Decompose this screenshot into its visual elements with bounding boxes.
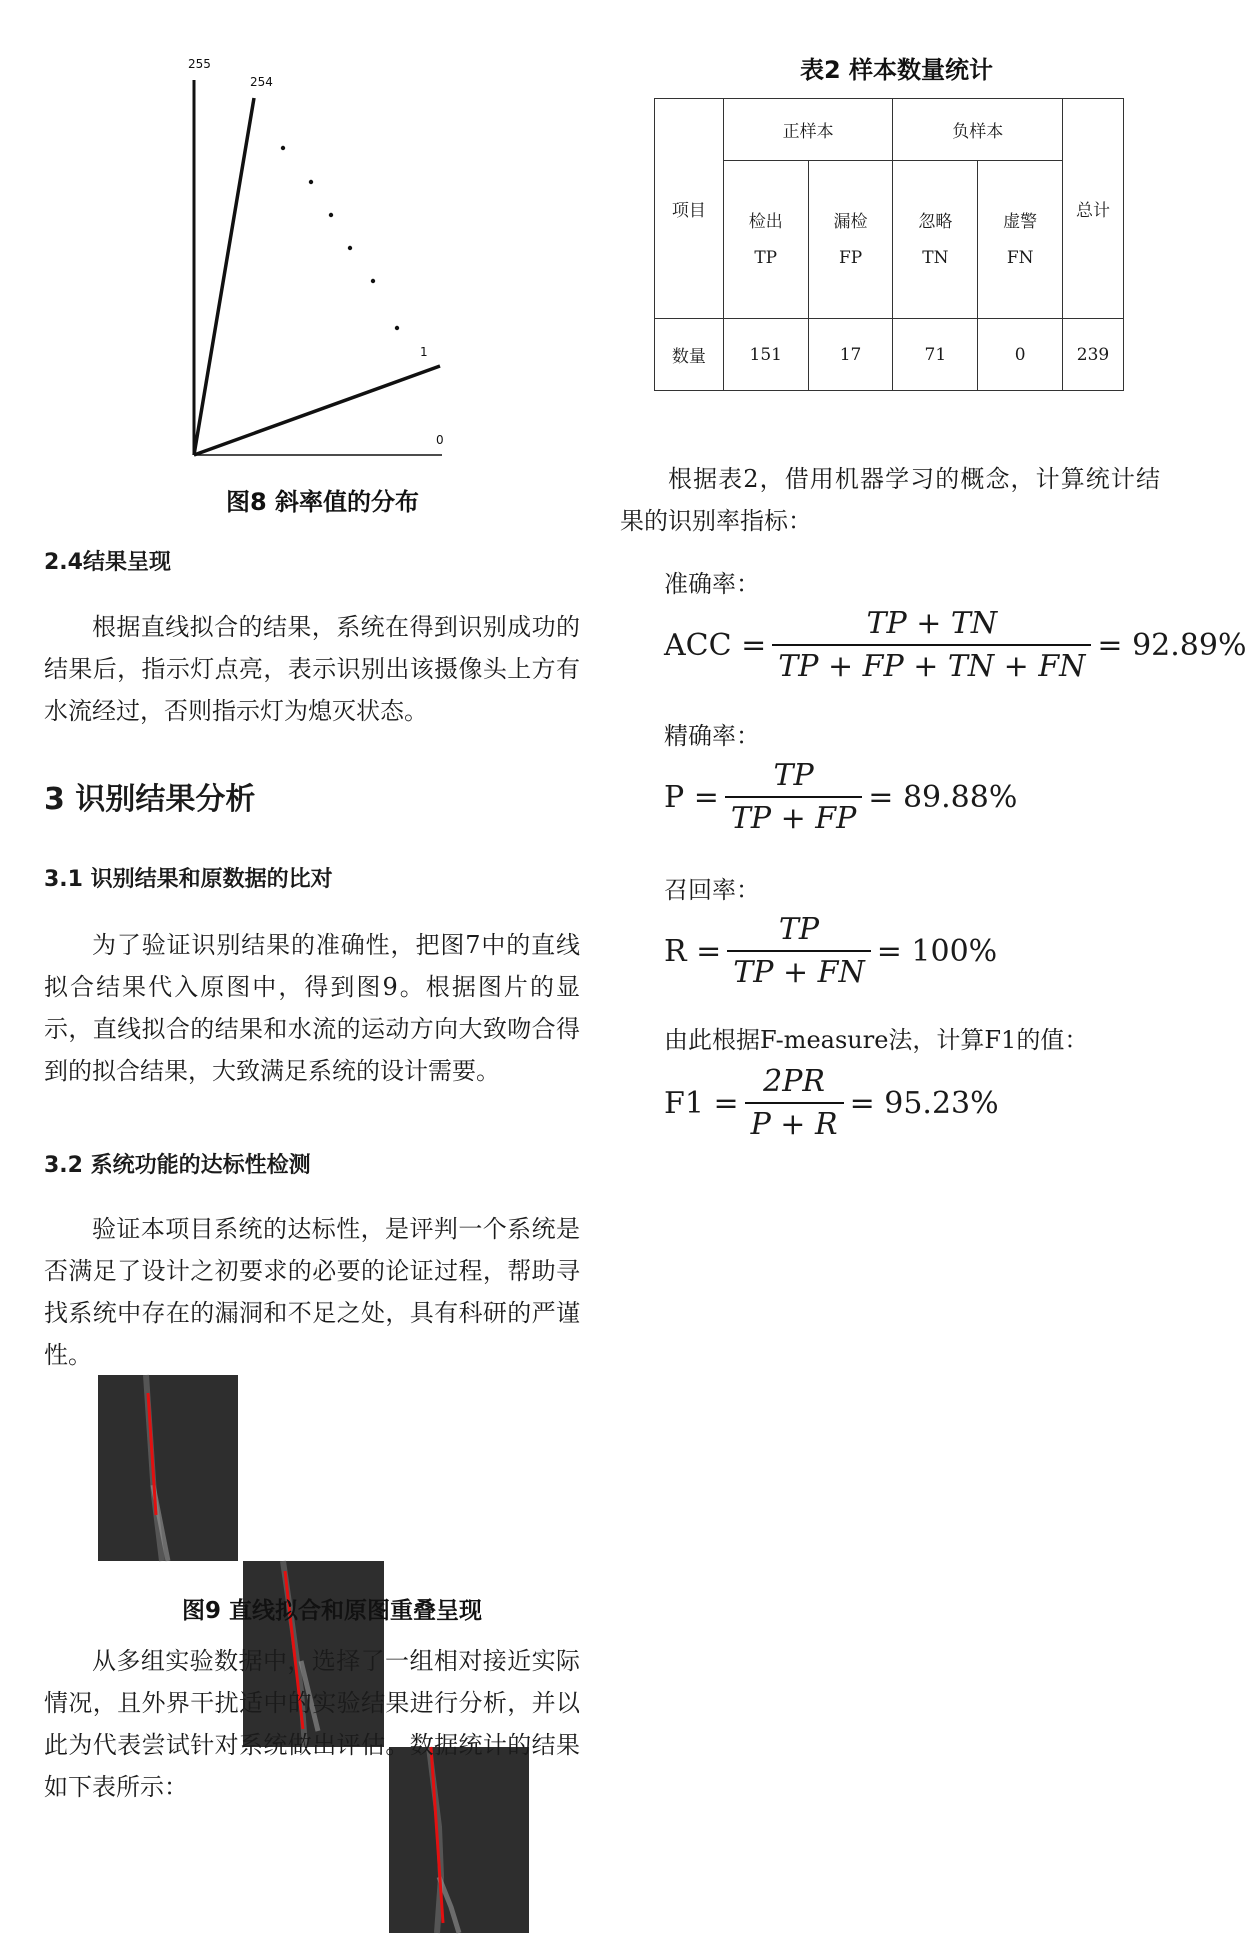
cell-total: 239 [1063,319,1124,391]
figure9-caption: 图9 直线拟合和原图重叠呈现 [182,1598,483,1624]
fraction [725,758,862,836]
formula-lhs: P = [664,779,719,815]
col-header: 漏检 FP [808,161,893,319]
col-header: 虚警 FN [978,161,1063,319]
denominator: P + R [745,1102,844,1142]
table2 [654,98,1124,391]
fraction [745,1064,844,1142]
cell-fn: 0 [978,319,1063,391]
dot [309,180,313,184]
formula-result: = 89.88% [868,779,1018,815]
dot [329,213,333,217]
line-254 [194,98,254,455]
formula-lhs: F1 = [664,1085,739,1121]
fraction [727,912,870,990]
header-item: 项目 [655,99,724,319]
accuracy-formula [664,606,1246,684]
section-3-heading: 3 识别结果分析 [44,782,256,817]
formula-result: = 95.23% [849,1085,999,1121]
cell-tp: 151 [723,319,808,391]
denominator: TP + FP [725,796,862,836]
numerator: TP [773,758,814,793]
formula-result: = 92.89% [1097,627,1246,663]
recall-formula [664,912,997,990]
dot [395,326,399,330]
dot [281,146,285,150]
label-0: 0 [436,433,444,447]
figure8-caption: 图8 斜率值的分布 [226,488,420,516]
precision-formula [664,758,1017,836]
cell-tn: 71 [893,319,978,391]
paragraph-after-figure9: 从多组实验数据中，选择了一组相对接近实际情况，且外界干扰适中的实验结果进行分析，并以此为代表尝试针对系统做出评估。数据统计的结果如下表所示： [44,1647,580,1801]
right-paragraph: 根据表2，借用机器学习的概念，计算统计结果的识别率指标： [620,465,1160,535]
numerator: TP [778,912,820,947]
dot [348,246,352,250]
section-2-4-heading: 2.4结果呈现 [44,550,171,575]
col-header: 检出 TP [723,161,808,319]
f1-intro: 由此根据F-measure法，计算F1的值： [664,1026,1089,1054]
numerator: TP + TN [866,606,998,641]
header-total: 总计 [1063,99,1124,319]
cell-fp: 17 [808,319,893,391]
header-positive: 正样本 [723,99,893,161]
figure8-slope-plot [180,50,460,470]
precision-label: 精确率： [664,722,760,750]
fraction [772,606,1091,684]
table2-caption: 表2 样本数量统计 [800,56,994,84]
section-3-2-paragraph: 验证本项目系统的达标性，是评判一个系统是否满足了设计之初要求的必要的论证过程，帮助寻找系统中存在的漏洞和不足之处，具有科研的严谨性。 [44,1215,580,1369]
line-1 [194,366,440,455]
row-label: 数量 [655,319,724,391]
section-2-4-paragraph: 根据直线拟合的结果，系统在得到识别成功的结果后，指示灯点亮，表示识别出该摄像头上方有水流经过，否则指示灯为熄灭状态。 [44,613,580,725]
header-negative: 负样本 [893,99,1063,161]
section-3-1-heading: 3.1 识别结果和原数据的比对 [44,867,333,892]
accuracy-label: 准确率： [664,570,760,598]
figure9-image-1 [98,1375,238,1561]
dot [371,279,375,283]
numerator: 2PR [763,1064,825,1099]
label-255: 255 [188,57,211,71]
col-header: 忽略 TN [893,161,978,319]
label-1: 1 [420,345,428,359]
section-3-1-paragraph: 为了验证识别结果的准确性，把图7中的直线拟合结果代入原图中，得到图9。根据图片的显示，直线拟合的结果和水流的运动方向大致吻合得到的拟合结果，大致满足系统的设计需要。 [44,931,580,1085]
formula-lhs: R = [664,933,722,969]
label-254: 254 [250,75,273,89]
section-3-2-heading: 3.2 系统功能的达标性检测 [44,1153,311,1178]
denominator: TP + FP + TN + FN [772,644,1091,684]
recall-label: 召回率： [664,876,760,904]
denominator: TP + FN [727,950,870,990]
formula-lhs: ACC = [664,627,767,663]
formula-result: = 100% [876,933,998,969]
f1-formula [664,1064,999,1142]
